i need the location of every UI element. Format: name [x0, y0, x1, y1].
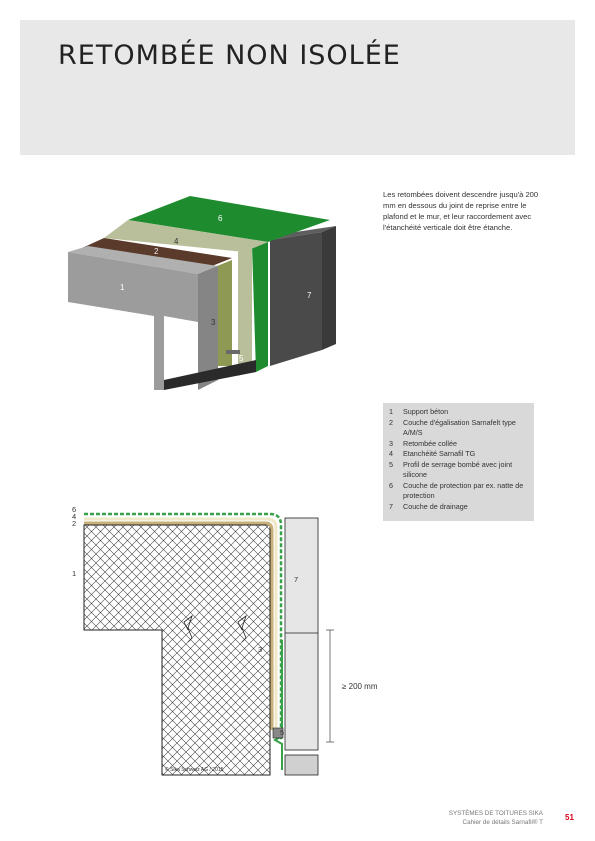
- iso-label-2: 2: [154, 247, 159, 256]
- concrete-section: [84, 525, 270, 775]
- legend-label: Couche de drainage: [403, 501, 468, 511]
- drainage-layer-front: [270, 232, 322, 366]
- footer-brand: [449, 809, 543, 827]
- section-label-6: 6: [72, 505, 77, 514]
- legend-row: [389, 481, 528, 502]
- legend-label: Support béton: [403, 407, 449, 416]
- iso-label-5: 5: [239, 354, 244, 363]
- intro-text: Les retombées doivent descendre jusqu'à 200 mm en dessous du joint de reprise entre le plafond et le mur, et leur raccordement avec l'étanchéité verticale doit être étanche.: [383, 189, 539, 232]
- iso-label-1: 1: [120, 283, 125, 292]
- legend-number: 1: [389, 407, 393, 416]
- iso-label-7: 7: [307, 291, 312, 300]
- section-label-4: 4: [72, 512, 77, 521]
- page-number: 51: [565, 813, 574, 822]
- section-label-7: 7: [294, 575, 299, 584]
- legend-label: Retombée collée: [403, 438, 457, 448]
- iso-label-4: 4: [174, 237, 179, 246]
- legend-number: 5: [389, 459, 393, 469]
- iso-label-6: 6: [218, 214, 223, 223]
- footer-line-2: Cahier de détails Sarnafil® T: [462, 819, 543, 826]
- dimension-label: ≥ 200 mm: [342, 682, 378, 691]
- legend-row: [389, 407, 528, 418]
- legend-number: 3: [389, 438, 393, 448]
- legend-label: Etanchéité Sarnafil TG: [403, 449, 476, 458]
- legend-label: Couche d'égalisation Sarnafelt type A/M/S: [403, 417, 516, 437]
- legend-row: [389, 418, 528, 439]
- section-label-1: 1: [72, 569, 77, 578]
- drainage-wall: [285, 518, 318, 750]
- protection-layer-vertical: [252, 242, 268, 372]
- iso-label-3: 3: [211, 318, 216, 327]
- concrete-front: [68, 252, 198, 390]
- clamping-profile: [226, 350, 240, 354]
- iso-detail-illustration: [60, 190, 360, 400]
- footer-line-1: SYSTÈMES DE TOITURES SIKA: [448, 810, 543, 817]
- legend-label: Couche de protection par ex. natte de protection: [403, 480, 524, 500]
- drainage-bottom: [285, 755, 318, 775]
- copyright-note: © Sika Schweiz AG / 2015: [165, 767, 224, 773]
- section-label-3: 3: [258, 645, 263, 654]
- section-label-2: 2: [72, 519, 77, 528]
- section-label-5: 5: [280, 728, 285, 737]
- legend-row: [389, 439, 528, 450]
- legend-number: 2: [389, 417, 393, 427]
- header-band: [20, 20, 575, 155]
- legend-label: Profil de serrage bombé avec joint silicone: [403, 459, 513, 479]
- legend-box: [383, 403, 534, 521]
- drainage-layer-side: [322, 226, 336, 350]
- legend-row: [389, 449, 528, 460]
- legend-number: 7: [389, 501, 393, 511]
- legend-number: 6: [389, 480, 393, 490]
- page-title: RETOMBÉE NON ISOLÉE: [58, 40, 401, 71]
- legend-row: [389, 460, 528, 481]
- legend-number: 4: [389, 449, 393, 458]
- section-drawing: [60, 500, 400, 785]
- legend-row: [389, 502, 528, 513]
